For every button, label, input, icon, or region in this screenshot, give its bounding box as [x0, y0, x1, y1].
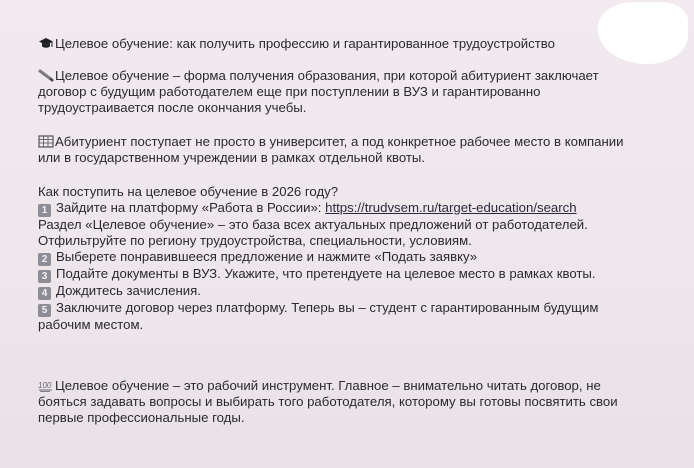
definition-line-2: договор с будущим работодателем еще при поступлении в ВУЗ и гарантированно: [38, 84, 541, 99]
step-3-text: Подайте документы в ВУЗ. Укажите, что претендуете на целевое место в рамках квоты.: [56, 266, 596, 281]
step-5-text: Заключите договор через платформу. Теперь вы – студент с гарантированным будущим: [56, 300, 599, 315]
step-2-text: Выберете понравившееся предложение и нажмите «Подать заявку»: [56, 249, 478, 264]
howto-block: [38, 184, 658, 333]
abacus-icon: [38, 135, 54, 148]
quota-line-2: или в государственном учреждении в рамках отдельной квоты.: [38, 150, 426, 165]
conclusion-line-1: Целевое обучение – это рабочий инструмент. Главное – внимательно читать договор, не: [55, 378, 601, 393]
step-number-3: 3: [38, 270, 51, 283]
definition-line-3: трудоустраивается после окончания учебы.: [38, 100, 307, 115]
quota-block: [38, 134, 658, 166]
step-1-continuation-1: Раздел «Целевое обучение» – это база всех актуальных предложений от работодателей.: [38, 217, 588, 232]
conclusion-line-3: первые профессиональные годы.: [38, 410, 245, 425]
conclusion-line-2: бояться задавать вопросы и выбирать того работодателя, которому вы готовы посвятить свои: [38, 394, 618, 409]
step-number-2: 2: [38, 253, 51, 266]
svg-text:100: 100: [38, 381, 52, 390]
step-number-4: 4: [38, 287, 51, 300]
step-1-continuation-2: Отфильтруйте по региону трудоустройства, специальности, условиям.: [38, 233, 472, 248]
pencil-icon: [38, 69, 54, 82]
paper-corner-blot: [598, 2, 688, 64]
title-block: [38, 36, 658, 52]
quota-line-1: Абитуриент поступает не просто в университет, а под конкретное рабочее место в компании: [55, 134, 624, 149]
step-number-5: 5: [38, 304, 51, 317]
graduation-cap-icon: [38, 37, 54, 50]
step-number-1: 1: [38, 204, 51, 217]
trudvsem-link[interactable]: https://trudvsem.ru/target-education/search: [325, 200, 577, 215]
definition-line-1: Целевое обучение – форма получения образования, при которой абитуриент заключает: [55, 68, 599, 83]
page-title: Целевое обучение: как получить профессию и гарантированное трудоустройство: [55, 36, 555, 51]
conclusion-block: [38, 378, 658, 426]
howto-question: Как поступить на целевое обучение в 2026 году?: [38, 184, 339, 199]
step-1-text: Зайдите на платформу «Работа в России»:: [56, 200, 326, 215]
step-4-text: Дождитесь зачисления.: [56, 283, 201, 298]
step-5-continuation: рабочим местом.: [38, 317, 144, 332]
hundred-points-icon: [38, 379, 54, 392]
definition-block: [38, 68, 658, 116]
